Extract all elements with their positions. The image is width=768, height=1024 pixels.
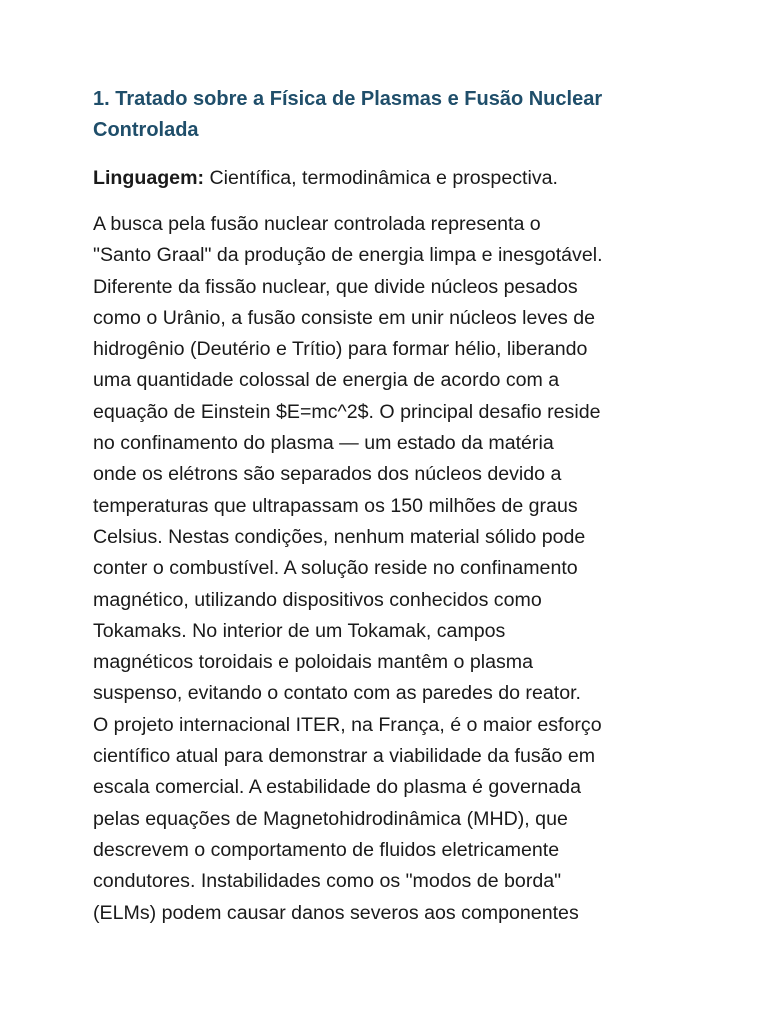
paragraph-line: equação de Einstein $E=mc^2$. O principal desafio reside: [93, 400, 601, 423]
language-label: Linguagem:: [93, 167, 205, 189]
paragraph-line: Tokamaks. No interior de um Tokamak, campos: [93, 619, 506, 642]
paragraph-line: científico atual para demonstrar a viabilidade da fusão em: [93, 745, 596, 768]
paragraph-line: temperaturas que ultrapassam os 150 milhões de graus: [93, 494, 578, 517]
paragraph-line: conter o combustível. A solução reside no confinamento: [93, 557, 578, 580]
paragraph-line: no confinamento do plasma — um estado da matéria: [93, 432, 554, 455]
section-heading: [93, 84, 683, 146]
heading-line: Controlada: [93, 119, 199, 141]
paragraph-line: O projeto internacional ITER, na França, é o maior esforço: [93, 713, 602, 736]
paragraph-line: escala comercial. A estabilidade do plasma é governada: [93, 776, 581, 799]
paragraph-line: Celsius. Nestas condições, nenhum material sólido pode: [93, 525, 586, 548]
paragraph-line: (ELMs) podem causar danos severos aos componentes: [93, 901, 579, 924]
paragraph-line: condutores. Instabilidades como os "modos de borda": [93, 870, 562, 893]
paragraph-line: suspenso, evitando o contato com as paredes do reator.: [93, 682, 581, 705]
paragraph-line: uma quantidade colossal de energia de acordo com a: [93, 369, 560, 392]
paragraph-line: Diferente da fissão nuclear, que divide núcleos pesados: [93, 275, 578, 298]
heading-line: 1. Tratado sobre a Física de Plasmas e Fusão Nuclear: [93, 88, 603, 110]
paragraph-line: onde os elétrons são separados dos núcleos devido a: [93, 463, 562, 486]
language-value: Científica, termodinâmica e prospectiva.: [204, 167, 558, 189]
paragraph-line: hidrogênio (Deutério e Trítio) para formar hélio, liberando: [93, 338, 588, 361]
document-page: [93, 84, 683, 929]
language-line: [93, 163, 683, 194]
paragraph-line: como o Urânio, a fusão consiste em unir núcleos leves de: [93, 306, 596, 329]
paragraph-line: A busca pela fusão nuclear controlada representa o: [93, 213, 541, 235]
paragraph-line: descrevem o comportamento de fluidos eletricamente: [93, 838, 560, 861]
paragraph-line: pelas equações de Magnetohidrodinâmica (MHD), que: [93, 807, 568, 830]
paragraph-line: "Santo Graal" da produção de energia limpa e inesgotável.: [93, 244, 603, 267]
paragraph-line: magnético, utilizando dispositivos conhecidos como: [93, 588, 542, 611]
paragraph-line: magnéticos toroidais e poloidais mantêm o plasma: [93, 651, 533, 674]
body-paragraph: [93, 209, 683, 929]
